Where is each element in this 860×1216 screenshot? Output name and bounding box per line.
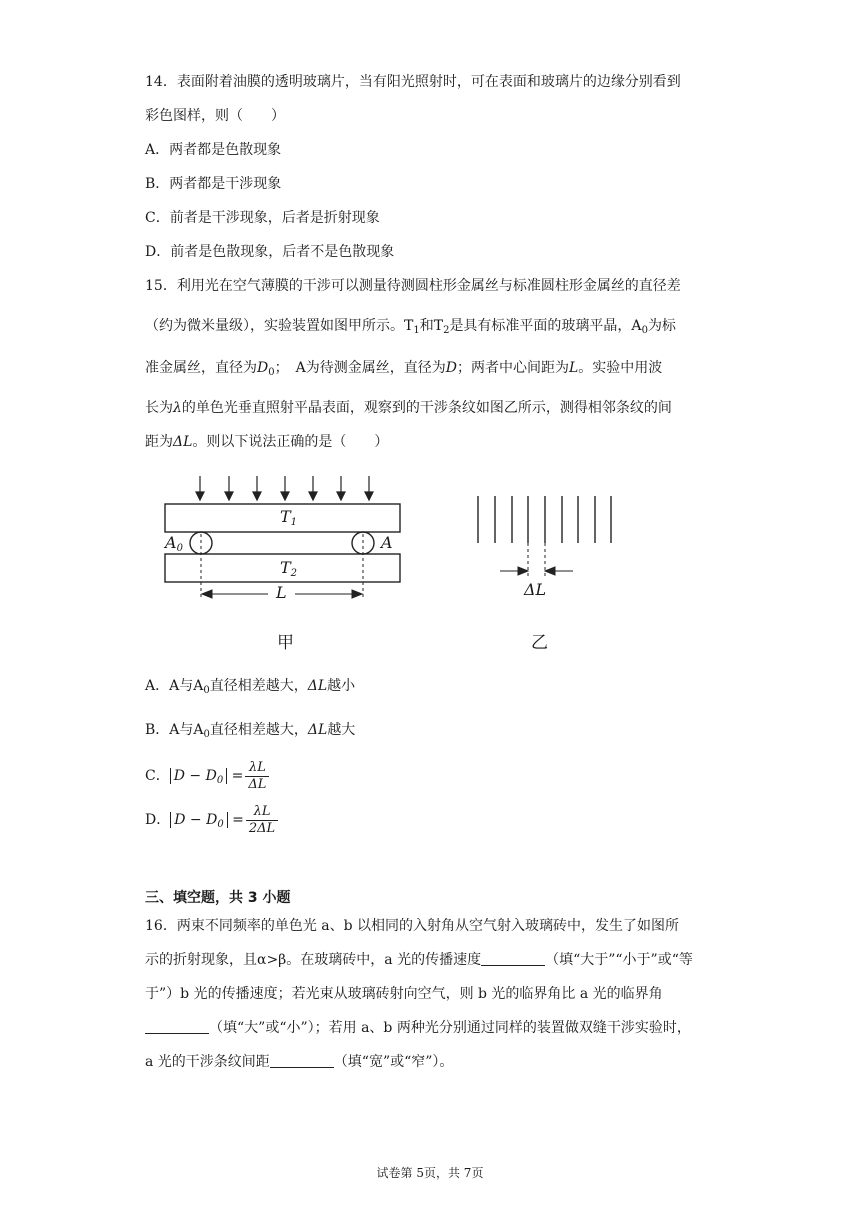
q15-stem-line1: 15．利用光在空气薄膜的干涉可以测量待测圆柱形金属丝与标准圆柱形金属丝的直径差 [145,278,681,294]
label-t2: $T_2$ [280,558,298,579]
q15-stem-line5: 距为ΔL。则以下说法正确的是（ ） [145,434,389,450]
q16-stem-line2: 示的折射现象，且α>β。在玻璃砖中，a 光的传播速度 （填“大于”“小于”或“等 [145,952,693,968]
answer-blank-1[interactable] [481,951,545,966]
incident-light-arrows [196,476,373,500]
label-l: L [276,583,287,602]
interference-figure [155,468,625,662]
answer-blank-3[interactable] [270,1053,334,1068]
caption-jia: 甲 [277,633,294,653]
q15-option-c: C． $D - D_0$ = $\frac{\lambda L}{\Delta L}$ [145,758,269,799]
answer-blank-2[interactable] [145,1019,209,1034]
dimension-dl-arrows [500,567,573,575]
q15-option-d: D． $D - D_0$ = $\frac{\lambda L}{2\Delta L}$ [145,802,278,843]
interference-fringes [478,496,611,543]
q14-stem-line2: 彩色图样，则（ ） [145,108,285,124]
label-t1: $T_1$ [280,507,298,528]
label-delta-l: ΔL [524,580,547,599]
q16-stem-line1: 16．两束不同频率的单色光 a、b 以相同的入射角从空气射入玻璃砖中，发生了如图所 [145,918,680,934]
q14-option-a: A．两者都是色散现象 [145,142,282,158]
q15-option-a: A．A与$A_0$直径相差越大，ΔL越小 [145,678,356,696]
q14-stem-line1: 14．表面附着油膜的透明玻璃片，当有阳光照射时，可在表面和玻璃片的边缘分别看到 [145,74,681,90]
caption-yi: 乙 [531,633,548,653]
q16-stem-line3: 于”）b 光的传播速度；若光束从玻璃砖射向空气，则 b 光的临界角比 a 光的临界角 [145,986,663,1002]
q14-option-b: B．两者都是干涉现象 [145,176,282,192]
label-a: A [381,533,393,552]
figure-svg [155,468,625,658]
q15-option-b: B．A与$A_0$直径相差越大，ΔL越大 [145,722,356,740]
q16-stem-line4: （填“大”或“小”）；若用 a、b 两种光分别通过同样的装置做双缝干涉实验时， [145,1018,691,1038]
q15-stem-line4: 长为λ的单色光垂直照射平晶表面，观察到的干涉条纹如图乙所示，测得相邻条纹的间 [145,400,672,416]
q15-stem-line3: 准金属丝，直径为$D_0$； A为待测金属丝，直径为D；两者中心间距为L。实验中用波 [145,360,663,378]
label-a0: $A_0$ [165,533,183,554]
page-footer: 试卷第 5页，共 7页 [376,1166,484,1180]
q14-option-d: D．前者是色散现象，后者不是色散现象 [145,244,395,260]
q16-stem-line5: a 光的干涉条纹间距 （填“宽”或“窄”）。 [145,1054,454,1070]
q15-stem-line2: （约为微米量级），实验装置如图甲所示。$T_1$和$T_2$是具有标准平面的玻璃平晶，$A_0$为标 [145,318,676,336]
q14-option-c: C．前者是干涉现象，后者是折射现象 [145,210,380,226]
section-heading: 三、填空题，共 3 小题 [145,890,291,906]
